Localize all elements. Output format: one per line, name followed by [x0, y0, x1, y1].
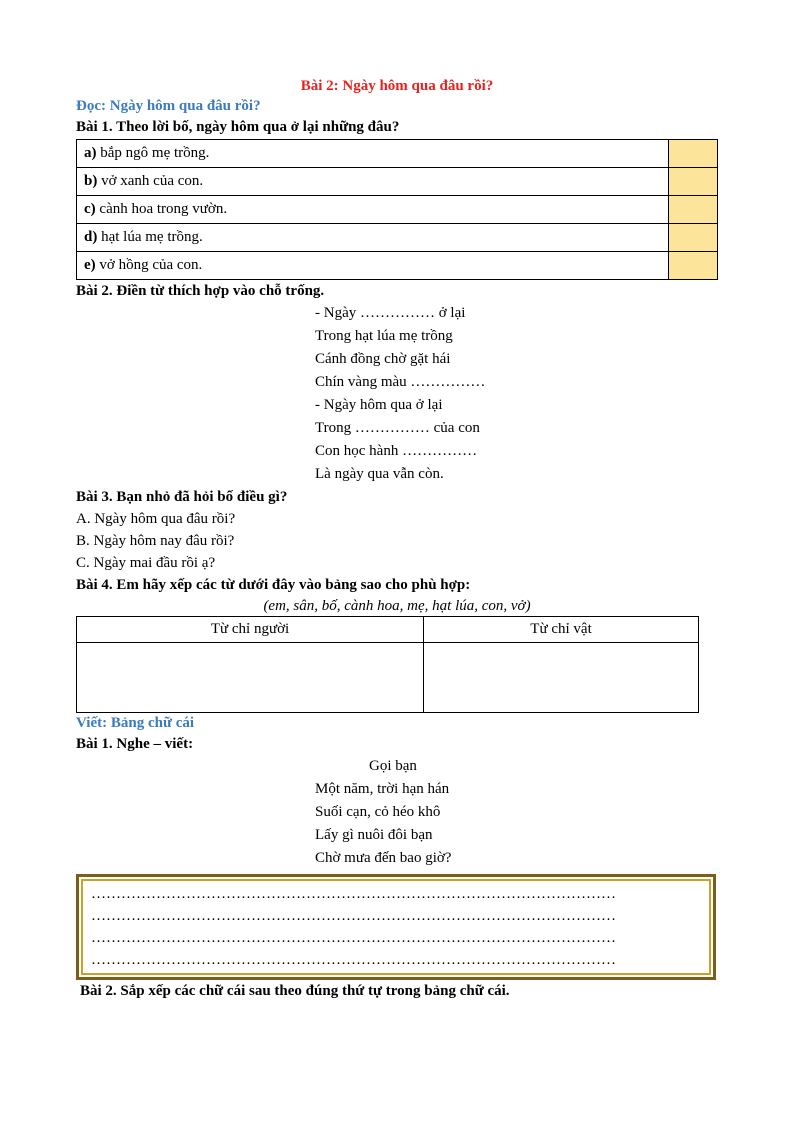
- people-cell[interactable]: [77, 643, 424, 713]
- column-header-things: Từ chỉ vật: [424, 617, 699, 643]
- poem-line: Một năm, trời hạn hán: [315, 781, 450, 797]
- choice-text: e) vở hồng của con.: [77, 252, 669, 280]
- poem-line: Suối cạn, cỏ héo khô: [315, 804, 441, 820]
- answer-box[interactable]: [669, 252, 718, 280]
- poem-line: Trong …………… của con: [315, 420, 480, 436]
- choice-text: a) bắp ngô mẹ trồng.: [77, 140, 669, 168]
- fill-blank-poem: [315, 302, 718, 486]
- writing-1-question: Bài 1. Nghe – viết:: [76, 736, 194, 752]
- answer-box[interactable]: [669, 224, 718, 252]
- option-b[interactable]: B. Ngày hôm nay đâu rồi?: [76, 533, 235, 549]
- choice-row: [77, 196, 718, 224]
- answer-box[interactable]: [669, 168, 718, 196]
- dotted-line: ……………………………………………………………………………………………: [91, 886, 616, 902]
- writing-2-question: Bài 2. Sắp xếp các chữ cái sau theo đúng thứ tự trong bảng chữ cái.: [80, 983, 510, 999]
- worksheet: [76, 76, 718, 1002]
- writing-heading: Viết: Bảng chữ cái: [76, 715, 195, 731]
- choice-row: [77, 168, 718, 196]
- choice-text: b) vở xanh của con.: [77, 168, 669, 196]
- page-title: Bài 2: Ngày hôm qua đâu rồi?: [300, 78, 494, 94]
- dictation-poem: [315, 778, 718, 870]
- word-list: (em, sân, bố, cành hoa, mẹ, hạt lúa, con, vở): [263, 598, 531, 614]
- poem-line: - Ngày hôm qua ở lại: [315, 397, 443, 413]
- poem-line: Con học hành ……………: [315, 443, 478, 459]
- choice-text: c) cành hoa trong vườn.: [77, 196, 669, 224]
- answer-box[interactable]: [669, 140, 718, 168]
- poem-line: Lấy gì nuôi đôi bạn: [315, 827, 433, 843]
- exercise-2-question: Bài 2. Điền từ thích hợp vào chỗ trống.: [76, 283, 325, 299]
- poem-line: Trong hạt lúa mẹ trồng: [315, 328, 453, 344]
- poem-title: Gọi bạn: [369, 758, 417, 774]
- exercise-4-question: Bài 4. Em hãy xếp các từ dưới đây vào bảng sao cho phù hợp:: [76, 577, 471, 593]
- exercise-3-question: Bài 3. Bạn nhỏ đã hỏi bố điều gì?: [76, 489, 288, 505]
- column-header-people: Từ chỉ người: [77, 617, 424, 643]
- reading-heading: Đọc: Ngày hôm qua đâu rồi?: [76, 98, 261, 114]
- things-cell[interactable]: [424, 643, 699, 713]
- poem-line: Là ngày qua vẫn còn.: [315, 466, 444, 482]
- dotted-line: ……………………………………………………………………………………………: [91, 952, 616, 968]
- dotted-line: ……………………………………………………………………………………………: [91, 908, 616, 924]
- poem-line: Cánh đồng chờ gặt hái: [315, 351, 451, 367]
- choice-row: [77, 252, 718, 280]
- dotted-line: ……………………………………………………………………………………………: [91, 930, 616, 946]
- writing-box[interactable]: [76, 874, 716, 980]
- answer-box[interactable]: [669, 196, 718, 224]
- poem-line: Chờ mưa đến bao giờ?: [315, 850, 452, 866]
- exercise-1-table: [76, 139, 718, 280]
- choice-row: [77, 224, 718, 252]
- exercise-1-question: Bài 1. Theo lời bố, ngày hôm qua ở lại những đâu?: [76, 119, 400, 135]
- choice-text: d) hạt lúa mẹ trồng.: [77, 224, 669, 252]
- option-a[interactable]: A. Ngày hôm qua đâu rồi?: [76, 511, 236, 527]
- poem-line: - Ngày …………… ở lại: [315, 305, 466, 321]
- option-c[interactable]: C. Ngày mai đầu rồi ạ?: [76, 555, 216, 571]
- choice-row: [77, 140, 718, 168]
- poem-line: Chín vàng màu ……………: [315, 374, 486, 390]
- sort-table: [76, 616, 699, 713]
